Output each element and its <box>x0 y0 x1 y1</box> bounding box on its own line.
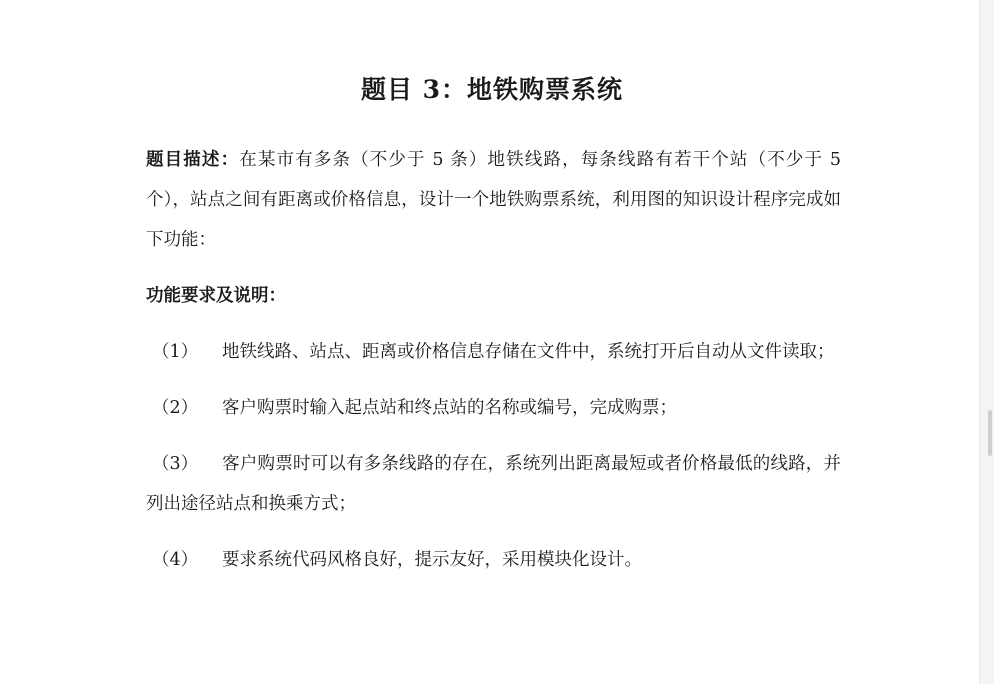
description-paragraph <box>146 140 841 260</box>
requirement-text: 客户购票时可以有多条线路的存在，系统列出距离最短或者价格最低的线路，并列出途径站点和换乘方式； <box>146 454 841 514</box>
requirement-number: （1） <box>152 342 199 362</box>
description-text: 在某市有多条（不少于 5 条）地铁线路，每条线路有若干个站（不少于 5 个），站点之间有距离或价格信息，设计一个地铁购票系统，利用图的知识设计程序完成如下功能： <box>146 150 841 250</box>
requirement-item-2 <box>146 388 841 428</box>
requirement-text: 地铁线路、站点、距离或价格信息存储在文件中，系统打开后自动从文件读取； <box>222 342 835 362</box>
requirement-text: 客户购票时输入起点站和终点站的名称或编号，完成购票； <box>222 398 677 418</box>
scrollbar-thumb[interactable] <box>988 410 992 456</box>
requirement-item-3 <box>146 444 841 524</box>
requirement-number: （3） <box>152 454 199 474</box>
requirement-number: （4） <box>152 550 199 570</box>
document-title: 题目 3：地铁购票系统 <box>360 75 624 104</box>
document-body <box>146 140 841 596</box>
requirements-heading: 功能要求及说明： <box>146 286 286 306</box>
requirement-text: 要求系统代码风格良好，提示友好，采用模块化设计。 <box>222 550 642 570</box>
requirement-item-1 <box>146 332 841 372</box>
requirement-number: （2） <box>152 398 199 418</box>
description-label: 题目描述： <box>146 150 240 170</box>
vertical-scrollbar[interactable] <box>979 0 994 684</box>
requirement-item-4 <box>146 540 841 580</box>
